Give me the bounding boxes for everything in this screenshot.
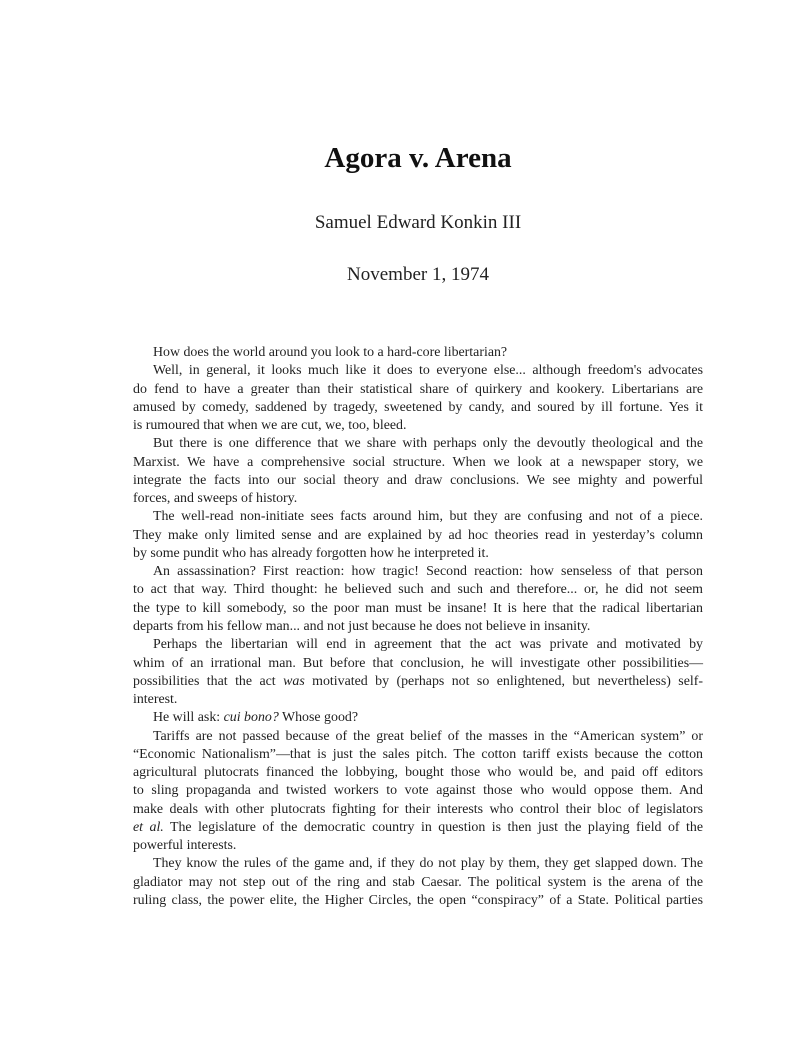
body-line	[133, 472, 703, 490]
body-line	[133, 874, 703, 892]
body-line	[133, 600, 703, 618]
body-line	[133, 417, 703, 435]
text-segment: How does the world around you look to a hard-core libertarian?	[153, 345, 508, 360]
body-line	[133, 362, 703, 380]
text-segment: by some pundit who has already forgotten how he interpreted it.	[133, 545, 489, 561]
text-segment: amused by comedy, saddened by tragedy, sweetened by candy, and soured by ill fortune. Yes it	[133, 399, 703, 415]
text-segment: The legislature of the democratic country in question is then just the playing field of the	[163, 819, 703, 835]
text-segment: They know the rules of the game and, if they do not play by them, they get slapped down. The	[153, 856, 703, 872]
text-segment: But there is one difference that we share with perhaps only the devoutly theological and the	[153, 436, 703, 452]
body-line	[133, 527, 703, 545]
text-segment: to sling propaganda and twisted workers to vote against those who would oppose them. And	[133, 783, 703, 799]
text-segment: The well-read non-initiate sees facts around him, but they are confusing and not of a piece.	[153, 509, 703, 525]
body-line	[133, 454, 703, 472]
body-line	[133, 344, 703, 362]
body-line	[133, 801, 703, 819]
text-segment: departs from his fellow man... and not just because he does not believe in insanity.	[133, 618, 591, 634]
text-segment: do fend to have a greater than their statistical share of quirkery and kookery. Libertarians are	[133, 381, 703, 397]
italic-text: was	[283, 673, 305, 689]
body-line	[133, 782, 703, 800]
body-text	[133, 344, 703, 910]
text-segment: gladiator may not step out of the ring and stab Caesar. The political system is the arena of the	[133, 874, 703, 890]
text-segment: They make only limited sense and are explained by ad hoc theories read in yesterday’s column	[133, 527, 703, 543]
body-line	[133, 435, 703, 453]
text-segment: He will ask:	[153, 710, 224, 726]
body-line	[133, 545, 703, 563]
body-line	[133, 764, 703, 782]
body-line	[133, 673, 703, 691]
italic-text: et al.	[133, 819, 164, 835]
body-line	[133, 855, 703, 873]
body-line	[133, 709, 703, 727]
document-author: Samuel Edward Konkin III	[314, 212, 522, 233]
text-segment: possibilities that the act	[133, 673, 284, 689]
body-line	[133, 490, 703, 508]
text-segment: An assassination? First reaction: how tragic! Second reaction: how senseless of that person	[153, 564, 703, 580]
body-line	[133, 381, 703, 399]
document-date: November 1, 1974	[347, 264, 489, 285]
text-segment: to act that way. Third thought: he believed such and such and therefore... or, he did not seem	[133, 582, 703, 598]
body-line	[133, 618, 703, 636]
body-line	[133, 819, 703, 837]
text-segment: the type to kill somebody, so the poor man must be insane! It is here that the radical libertarian	[133, 600, 703, 616]
text-segment: Well, in general, it looks much like it does to everyone else... although freedom's advocates	[153, 363, 703, 379]
text-segment: interest.	[133, 692, 178, 708]
text-segment: integrate the facts into our social theory and draw conclusions. We see mighty and powerful	[133, 472, 703, 488]
body-line	[133, 563, 703, 581]
text-segment: motivated by (perhaps not so enlightened, but nevertheless) self-	[304, 673, 703, 689]
body-line	[133, 691, 703, 709]
text-segment: is rumoured that when we are cut, we, too, bleed.	[133, 418, 407, 434]
text-segment: forces, and sweeps of history.	[133, 491, 298, 507]
text-segment: whim of an irrational man. But before that conclusion, he will investigate other possibilities—	[133, 655, 703, 671]
text-segment: Tariffs are not passed because of the great belief of the masses in the “American system” or	[153, 728, 703, 744]
body-line	[133, 746, 703, 764]
body-line	[133, 399, 703, 417]
document-title: Agora v. Arena	[324, 142, 512, 174]
body-line	[133, 636, 703, 654]
body-line	[133, 655, 703, 673]
text-segment: powerful interests.	[133, 838, 237, 854]
text-segment: Whose good?	[278, 710, 358, 726]
italic-text: cui bono?	[223, 710, 279, 726]
text-segment: make deals with other plutocrats fighting for their interests who control their bloc of legislators	[133, 801, 703, 817]
text-segment: Marxist. We have a comprehensive social structure. When we look at a newspaper story, we	[133, 454, 703, 470]
text-segment: agricultural plutocrats financed the lobbying, bought those who would be, and paid off editors	[133, 765, 703, 781]
body-line	[133, 581, 703, 599]
body-line	[133, 837, 703, 855]
text-segment: ruling class, the power elite, the Higher Circles, the open “conspiracy” of a State. Political parties	[133, 892, 703, 908]
text-segment: Perhaps the libertarian will end in agreement that the act was private and motivated by	[153, 637, 703, 653]
body-line	[133, 892, 703, 910]
text-segment: “Economic Nationalism”—that is just the sales pitch. The cotton tariff exists because the cotton	[133, 746, 703, 762]
body-line	[133, 508, 703, 526]
body-line	[133, 728, 703, 746]
